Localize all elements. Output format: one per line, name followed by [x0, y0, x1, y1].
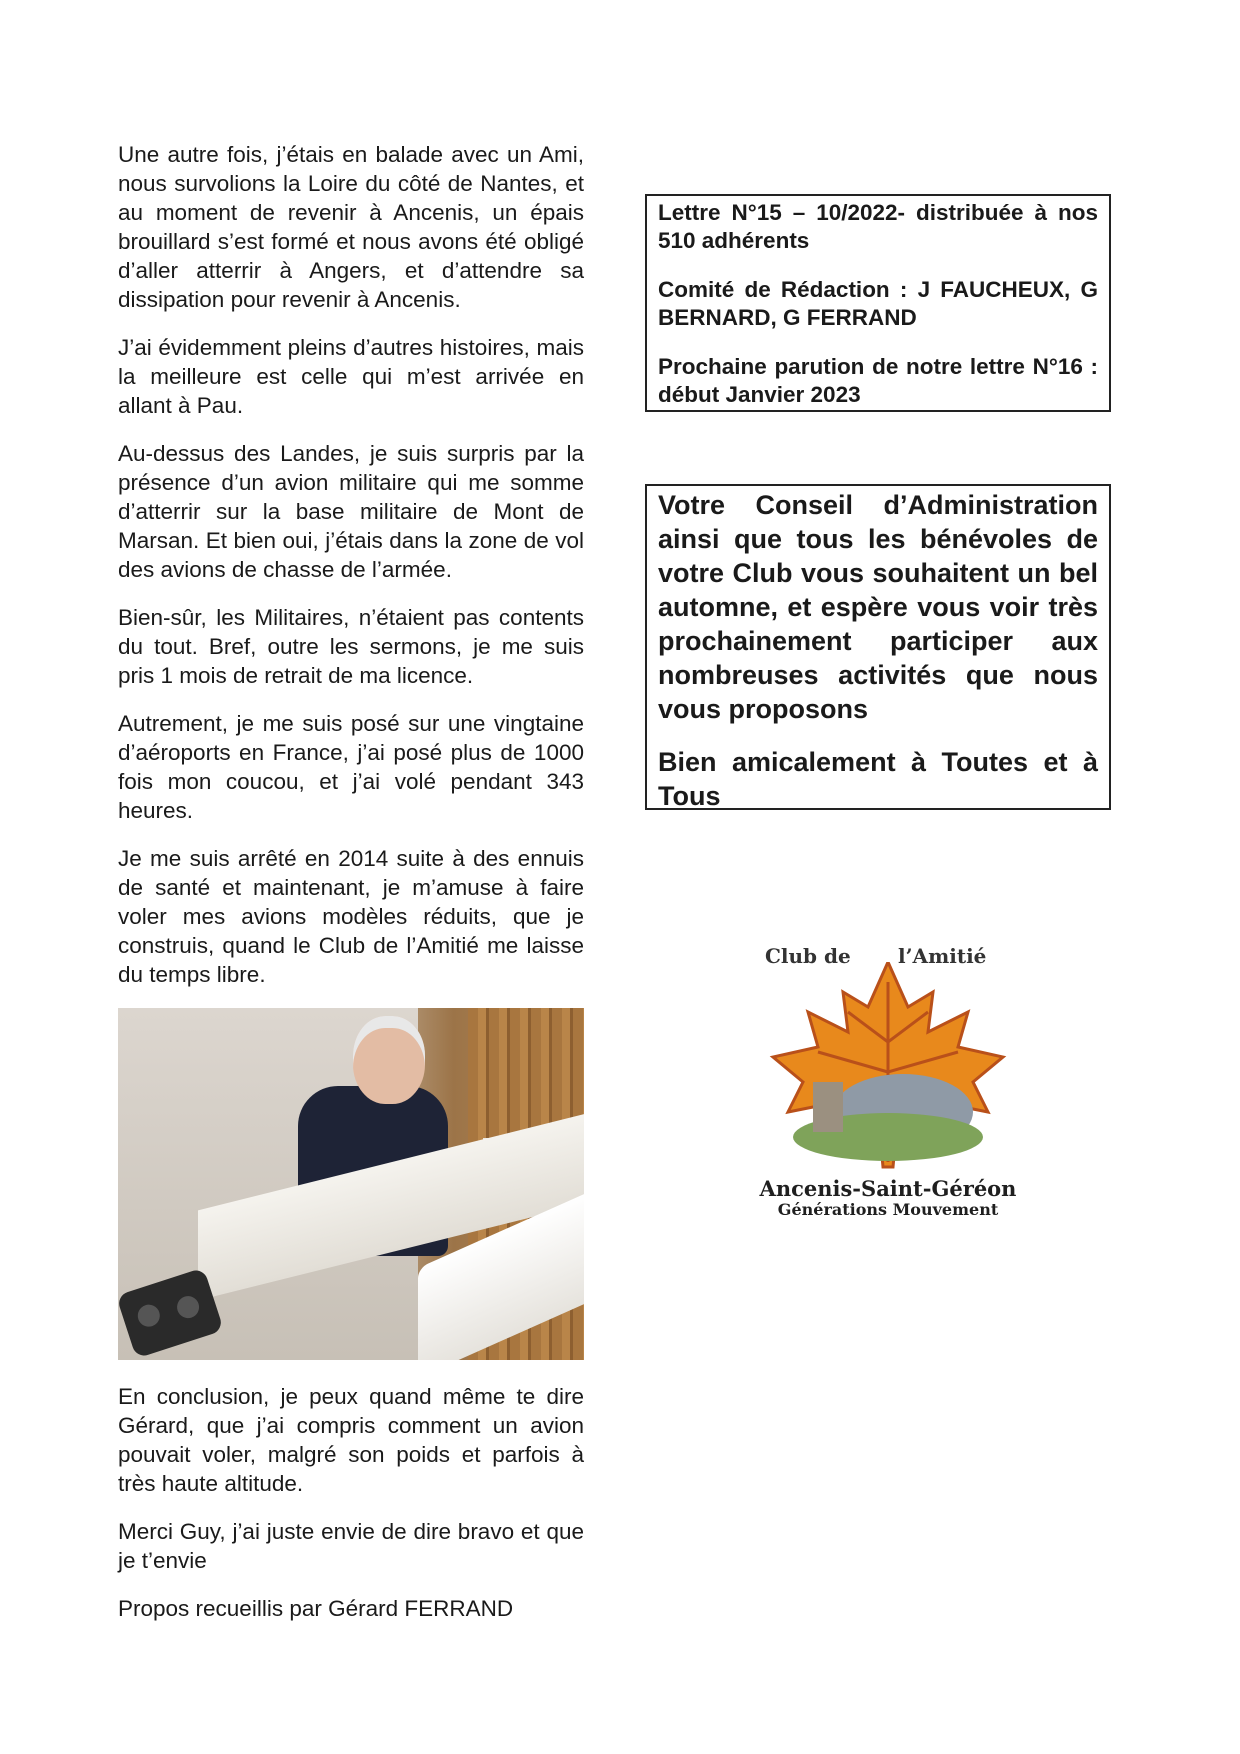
paragraph-military: Bien-sûr, les Militaires, n’étaient pas contents du tout. Bref, outre les sermons, je me suis pris 1 mois de retrait de ma licence. — [118, 605, 584, 688]
logo-subtitle: Générations Mouvement — [777, 1200, 999, 1219]
author-credit: Propos recueillis par Gérard FERRAND — [118, 1596, 514, 1621]
club-logo — [738, 942, 1038, 1222]
greeting-message: Votre Conseil d’Administration ainsi que tous les bénévoles de votre Club vous souhaitent un bel automne, et espère vous voir très prochainement participer aux nombreuses activités que nous vous proposons — [658, 490, 1098, 724]
letter-number: Lettre N°15 – 10/2022- distribuée à nos 510 adhérents — [658, 200, 1098, 253]
editorial-committee: Comité de Rédaction : J FAUCHEUX, G BERNARD, G FERRAND — [658, 277, 1098, 330]
photo-man-head — [353, 1016, 425, 1104]
logo-statue — [813, 1082, 843, 1132]
paragraph-models: Je me suis arrêté en 2014 suite à des ennuis de santé et maintenant, je m’amuse à faire voler mes avions modèles réduits, que je construis, quand le Club de l’Amitié me laisse du temps libre. — [118, 846, 584, 987]
greeting-closing: Bien amicalement à Toutes et à Tous — [658, 747, 1098, 811]
logo-title-right: l’Amitié — [898, 944, 987, 968]
article-column — [118, 140, 584, 1642]
paragraph-landes: Au-dessus des Landes, je suis surpris par la présence d’un avion militaire qui me somme d’atterrir sur la base militaire de Mont de Marsan. Et bien oui, j’étais dans la zone de vol des avions de chasse de l’armée. — [118, 441, 584, 582]
paragraph-stories: J’ai évidemment pleins d’autres histoires, mais la meilleure est celle qui m’est arrivée en allant à Pau. — [118, 335, 584, 418]
maple-leaf-icon — [768, 962, 1008, 1172]
paragraph-thanks: Merci Guy, j’ai juste envie de dire bravo et que je t’envie — [118, 1519, 584, 1573]
logo-town-name: Ancenis-Saint-Géréon — [759, 1176, 1017, 1201]
greeting-box — [645, 484, 1111, 810]
newsletter-info-box — [645, 194, 1111, 412]
next-issue: Prochaine parution de notre lettre N°16 : début Janvier 2023 — [658, 354, 1098, 407]
model-plane-photo — [118, 1008, 584, 1360]
logo-title-left: Club de — [765, 944, 851, 968]
paragraph-airports: Autrement, je me suis posé sur une vingtaine d’aéroports en France, j’ai posé plus de 1000 fois mon coucou, et j’ai volé pendant 343 heures. — [118, 711, 584, 823]
paragraph-conclusion: En conclusion, je peux quand même te dire Gérard, que j’ai compris comment un avion pouvait voler, malgré son poids et parfois à très haute altitude. — [118, 1384, 584, 1496]
paragraph-fog: Une autre fois, j’étais en balade avec un Ami, nous survolions la Loire du côté de Nantes, et au moment de revenir à Ancenis, un épais brouillard s’est formé et nous avons été obligé d’aller atterrir à Angers, et d’attendre sa dissipation pour revenir à Ancenis. — [118, 142, 584, 312]
